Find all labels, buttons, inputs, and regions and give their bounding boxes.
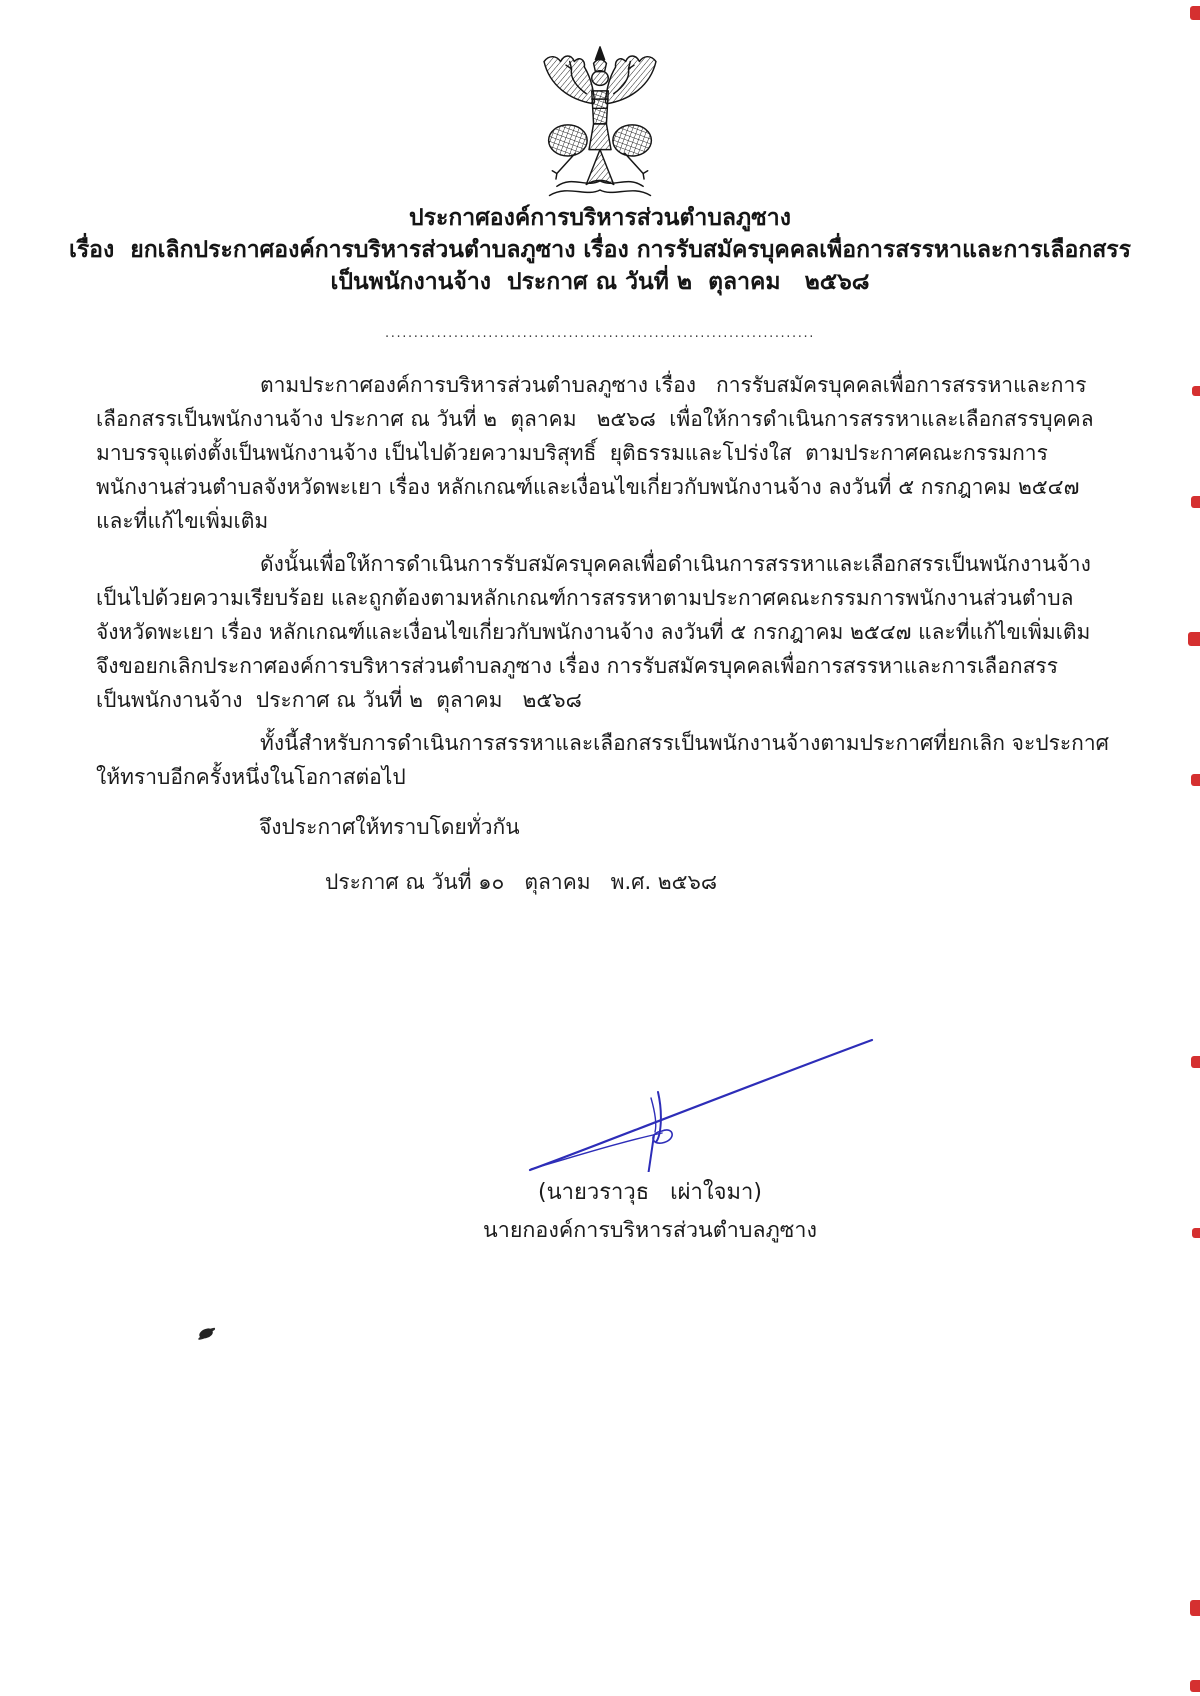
paragraph-3 <box>96 726 1112 794</box>
handwritten-signature <box>415 1032 885 1172</box>
subject-line-1: เรื่อง ยกเลิกประกาศองค์การบริหารส่วนตำบลภูซาง เรื่อง การรับสมัครบุคคลเพื่อการสรรหาและการเลือกสรร <box>68 237 1132 263</box>
announcement-date: ประกาศ ณ วันที่ ๑๐ ตุลาคม พ.ศ. ๒๕๖๘ <box>325 870 718 894</box>
paragraph-line: จึงขอยกเลิกประกาศองค์การบริหารส่วนตำบลภูซาง เรื่อง การรับสมัครบุคคลเพื่อการสรรหาและการเลือกสรร <box>96 654 1058 678</box>
paragraph-line: ให้ทราบอีกครั้งหนึ่งในโอกาสต่อไป <box>96 765 406 789</box>
paragraph-line: เป็นไปด้วยความเรียบร้อย และถูกต้องตามหลักเกณฑ์การสรรหาตามประกาศคณะกรรมการพนักงานส่วนตำบล <box>96 586 1074 610</box>
paragraph-line: จังหวัดพะเยา เรื่อง หลักเกณฑ์และเงื่อนไขเกี่ยวกับพนักงานจ้าง ลงวันที่ ๕ กรกฎาคม ๒๕๔๗ และที่แก้ไขเพิ่มเติม <box>96 620 1091 644</box>
garuda-emblem <box>0 42 1200 204</box>
title-block <box>0 202 1200 298</box>
signatory-name: (นายวราวุธ เผ่าใจมา) <box>538 1180 762 1205</box>
document-body <box>96 368 1112 803</box>
ink-speck-artifact <box>198 1327 214 1339</box>
scan-artifact-red-mark <box>1191 496 1200 508</box>
scan-artifact-red-mark <box>1192 386 1200 396</box>
paragraph-line: เป็นพนักงานจ้าง ประกาศ ณ วันที่ ๒ ตุลาคม ๒๕๖๘ <box>96 688 582 712</box>
scan-artifact-red-mark <box>1191 774 1200 786</box>
scan-artifact-red-mark <box>1188 632 1200 646</box>
paragraph-1 <box>96 368 1112 538</box>
closing-statement: จึงประกาศให้ทราบโดยทั่วกัน <box>259 815 520 839</box>
paragraph-line: พนักงานส่วนตำบลจังหวัดพะเยา เรื่อง หลักเกณฑ์และเงื่อนไขเกี่ยวกับพนักงานจ้าง ลงวันที่ ๕ กรกฎาคม ๒๕๔๗ <box>96 475 1080 499</box>
paragraph-line: ตามประกาศองค์การบริหารส่วนตำบลภูซาง เรื่อง การรับสมัครบุคคลเพื่อการสรรหาและการ <box>260 373 1087 397</box>
signatory-position: นายกองค์การบริหารส่วนตำบลภูซาง <box>483 1218 817 1243</box>
signature-block <box>415 1032 885 1248</box>
scan-artifact-red-mark <box>1192 1228 1200 1238</box>
document-title: ประกาศองค์การบริหารส่วนตำบลภูซาง <box>409 205 791 231</box>
paragraph-2 <box>96 547 1112 717</box>
paragraph-line: มาบรรจุแต่งตั้งเป็นพนักงานจ้าง เป็นไปด้วยความบริสุทธิ์ ยุติธรรมและโปร่งใส ตามประกาศคณะกรรมการ <box>96 441 1048 465</box>
scan-artifact-red-mark <box>1190 6 1200 20</box>
scan-artifact-red-mark <box>1190 1680 1200 1692</box>
scan-artifact-red-mark <box>1191 1056 1200 1068</box>
subject-line-2: เป็นพนักงานจ้าง ประกาศ ณ วันที่ ๒ ตุลาคม ๒๕๖๘ <box>330 269 870 295</box>
divider-dotted-line: ........................................................................... <box>385 326 815 341</box>
paragraph-line: เลือกสรรเป็นพนักงานจ้าง ประกาศ ณ วันที่ ๒ ตุลาคม ๒๕๖๘ เพื่อให้การดำเนินการสรรหาและเลือกสรรบุคคล <box>96 407 1094 431</box>
garuda-emblem-graphic <box>522 42 678 204</box>
paragraph-line: และที่แก้ไขเพิ่มเติม <box>96 509 269 533</box>
paragraph-line: ทั้งนี้สำหรับการดำเนินการสรรหาและเลือกสรรเป็นพนักงานจ้างตามประกาศที่ยกเลิก จะประกาศ <box>260 731 1109 755</box>
scan-artifact-red-mark <box>1190 1600 1200 1616</box>
paragraph-line: ดังนั้นเพื่อให้การดำเนินการรับสมัครบุคคลเพื่อดำเนินการสรรหาและเลือกสรรเป็นพนักงานจ้าง <box>260 552 1091 576</box>
